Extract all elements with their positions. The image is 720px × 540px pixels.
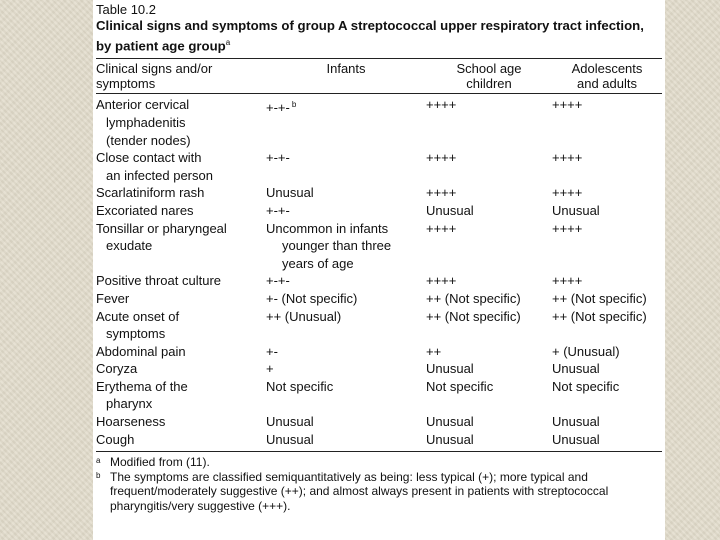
table-cell-school [426, 343, 552, 361]
table-cell-infants-line: Not specific [266, 378, 334, 394]
table-cell-sign [96, 290, 266, 308]
table-row [96, 378, 662, 413]
table-cell-adults-line: ++++ [552, 150, 583, 166]
table-cell-infants-line: years of age [282, 255, 354, 271]
header-infants: Infants [326, 61, 366, 77]
table-cell-sign-line: exudate [106, 238, 153, 254]
table-cell-sign [96, 96, 266, 149]
table-cell-infants-line: ++ (Unusual) [266, 308, 342, 324]
footnote-text: The symptoms are classified semiquantitatively as being: less typical (+); more typical and frequent/moderately suggestive (++); and almost always present in patients with streptococcal pharyngitis/very suggestive (+++). [110, 469, 609, 513]
table-cell-sign [96, 360, 266, 378]
footnote-text: Modified from (11). [110, 455, 210, 470]
table-cell-infants-line: +- (Not specific) [266, 290, 358, 306]
table-cell-sign-line: an infected person [106, 167, 213, 183]
footnote-mark: b [96, 470, 101, 480]
table-cell-sign-line: Positive throat culture [96, 273, 222, 289]
table-cell-sign-line: Acute onset of [96, 308, 180, 324]
table-row [96, 343, 662, 361]
table-cell-school-line: ++ (Not specific) [426, 308, 521, 324]
table-cell-school [426, 272, 552, 290]
table-cell-adults-line: ++++ [552, 273, 583, 289]
table-cell-school [426, 360, 552, 378]
table-cell-school [426, 413, 552, 431]
table-cell-infants-line: Unusual [266, 414, 314, 430]
table-cell-adults-line: Unusual [552, 414, 600, 430]
table-row [96, 360, 662, 378]
table-cell-adults-line: ++ (Not specific) [552, 290, 647, 306]
table-cell-infants [266, 202, 426, 220]
table-cell-sign [96, 184, 266, 202]
table-row [96, 272, 662, 290]
table-cell-infants-line: + [266, 361, 274, 377]
table-cell-sign-line: lymphadenitis [106, 114, 186, 130]
table-body [96, 94, 662, 448]
table-cell-adults-line: + (Unusual) [552, 343, 620, 359]
table-cell-adults-line: Unusual [552, 431, 600, 447]
table-label: Table 10.2 [96, 2, 156, 17]
table-cell-infants-line: +-+- [266, 202, 290, 218]
table-cell-adults [552, 431, 662, 449]
table-cell-adults [552, 413, 662, 431]
footnotes [96, 452, 662, 513]
table-cell-school [426, 290, 552, 308]
table-cell-infants-line: younger than three [282, 238, 392, 254]
table-cell-infants [266, 220, 426, 273]
header-school-line2: children [466, 76, 512, 92]
table-cell-infants [266, 431, 426, 449]
table-row [96, 184, 662, 202]
table-cell-sign [96, 220, 266, 273]
table-cell-school [426, 431, 552, 449]
table-cell-adults-line: Unusual [552, 361, 600, 377]
table-cell-infants-line: Unusual [266, 431, 314, 447]
table-row [96, 413, 662, 431]
table-cell-infants [266, 308, 426, 343]
table-cell-note: b [291, 100, 297, 110]
table-title-note: a [225, 38, 231, 47]
table-cell-infants [266, 378, 426, 413]
table-cell-adults [552, 184, 662, 202]
table-cell-school [426, 308, 552, 343]
table-cell-infants-line: +- [266, 343, 278, 359]
table-cell-adults [552, 290, 662, 308]
table-cell-infants [266, 272, 426, 290]
table-cell-sign [96, 308, 266, 343]
table-cell-infants [266, 343, 426, 361]
table-row [96, 290, 662, 308]
footnote [96, 455, 662, 470]
table-cell-adults [552, 202, 662, 220]
table-row [96, 308, 662, 343]
table-cell-infants [266, 149, 426, 184]
table-cell-adults [552, 360, 662, 378]
table-cell-adults [552, 272, 662, 290]
table-cell-adults-line: ++ (Not specific) [552, 308, 647, 324]
table-cell-infants-line: +-+- [266, 100, 290, 116]
table-cell-school-line: Unusual [426, 202, 474, 218]
table-cell-adults [552, 220, 662, 273]
table-cell-infants-line: Uncommon in infants [266, 220, 389, 236]
table-cell-adults [552, 343, 662, 361]
table-cell-adults [552, 149, 662, 184]
table-cell-sign [96, 343, 266, 361]
table-row [96, 149, 662, 184]
footnote [96, 470, 662, 514]
table-cell-school-line: Not specific [426, 378, 494, 394]
table-cell-school [426, 96, 552, 149]
table-cell-adults [552, 96, 662, 149]
table-cell-infants [266, 184, 426, 202]
table-cell-school-line: Unusual [426, 431, 474, 447]
table-cell-sign [96, 413, 266, 431]
header-signs-line2: symptoms [96, 76, 156, 92]
table-cell-infants-line: Unusual [266, 185, 314, 201]
header-school [426, 61, 552, 91]
table-cell-school-line: ++ (Not specific) [426, 290, 521, 306]
table-cell-adults-line: ++++ [552, 185, 583, 201]
header-signs [96, 61, 266, 91]
table-cell-school [426, 220, 552, 273]
table-cell-sign [96, 378, 266, 413]
table-title [96, 17, 662, 54]
table-cell-infants [266, 96, 426, 149]
header-school-line1: School age [456, 61, 522, 77]
table-cell-sign [96, 272, 266, 290]
table-cell-school-line: Unusual [426, 414, 474, 430]
table-cell-sign-line: (tender nodes) [106, 132, 191, 148]
table-cell-school-line: ++++ [426, 273, 457, 289]
table-cell-adults [552, 378, 662, 413]
table-cell-infants-line: +-+- [266, 273, 290, 289]
table-cell-school-line: ++++ [426, 97, 457, 113]
header-signs-line1: Clinical signs and/or [96, 61, 213, 77]
table-cell-sign-line: Scarlatiniform rash [96, 185, 205, 201]
table-cell-adults-line: Unusual [552, 202, 600, 218]
table-cell-adults-line: ++++ [552, 97, 583, 113]
footnote-mark: a [96, 456, 101, 466]
table-row [96, 431, 662, 449]
table-cell-school [426, 202, 552, 220]
table-cell-school-line: ++++ [426, 150, 457, 166]
header-adults-line2: and adults [577, 76, 637, 92]
table-row [96, 220, 662, 273]
table-row [96, 202, 662, 220]
table-cell-sign [96, 202, 266, 220]
table-cell-sign-line: Hoarseness [96, 414, 166, 430]
table-cell-sign-line: Coryza [96, 361, 138, 377]
table-cell-sign-line: Tonsillar or pharyngeal [96, 220, 227, 236]
table-cell-sign [96, 149, 266, 184]
table-cell-sign-line: pharynx [106, 396, 153, 412]
table-cell-sign-line: Abdominal pain [96, 343, 186, 359]
table-cell-adults [552, 308, 662, 343]
table-cell-infants [266, 290, 426, 308]
table-cell-sign-line: Anterior cervical [96, 97, 190, 113]
table-cell-school-line: ++++ [426, 185, 457, 201]
table-cell-infants-line: +-+- [266, 150, 290, 166]
table-cell-school [426, 378, 552, 413]
table-cell-school-line: Unusual [426, 361, 474, 377]
table-cell-sign [96, 431, 266, 449]
table-header [96, 59, 662, 93]
header-adults-line1: Adolescents [571, 61, 643, 77]
document-page [93, 0, 665, 540]
table-row [96, 96, 662, 149]
header-adults [552, 61, 662, 91]
table-cell-sign-line: Cough [96, 431, 135, 447]
table-cell-sign-line: Excoriated nares [96, 202, 194, 218]
table-cell-sign-line: Erythema of the [96, 378, 188, 394]
table-cell-school [426, 184, 552, 202]
table-cell-school-line: ++ [426, 343, 442, 359]
table-cell-adults-line: ++++ [552, 220, 583, 236]
table-cell-school-line: ++++ [426, 220, 457, 236]
table-cell-sign-line: Close contact with [96, 150, 202, 166]
table-cell-infants [266, 360, 426, 378]
table-cell-sign-line: symptoms [106, 326, 166, 342]
table-cell-sign-line: Fever [96, 290, 130, 306]
table-cell-infants [266, 413, 426, 431]
table-cell-adults-line: Not specific [552, 378, 620, 394]
table-cell-school [426, 149, 552, 184]
table-title-text: Clinical signs and symptoms of group A streptococcal upper respiratory tract infection, by patient age group [96, 18, 644, 54]
